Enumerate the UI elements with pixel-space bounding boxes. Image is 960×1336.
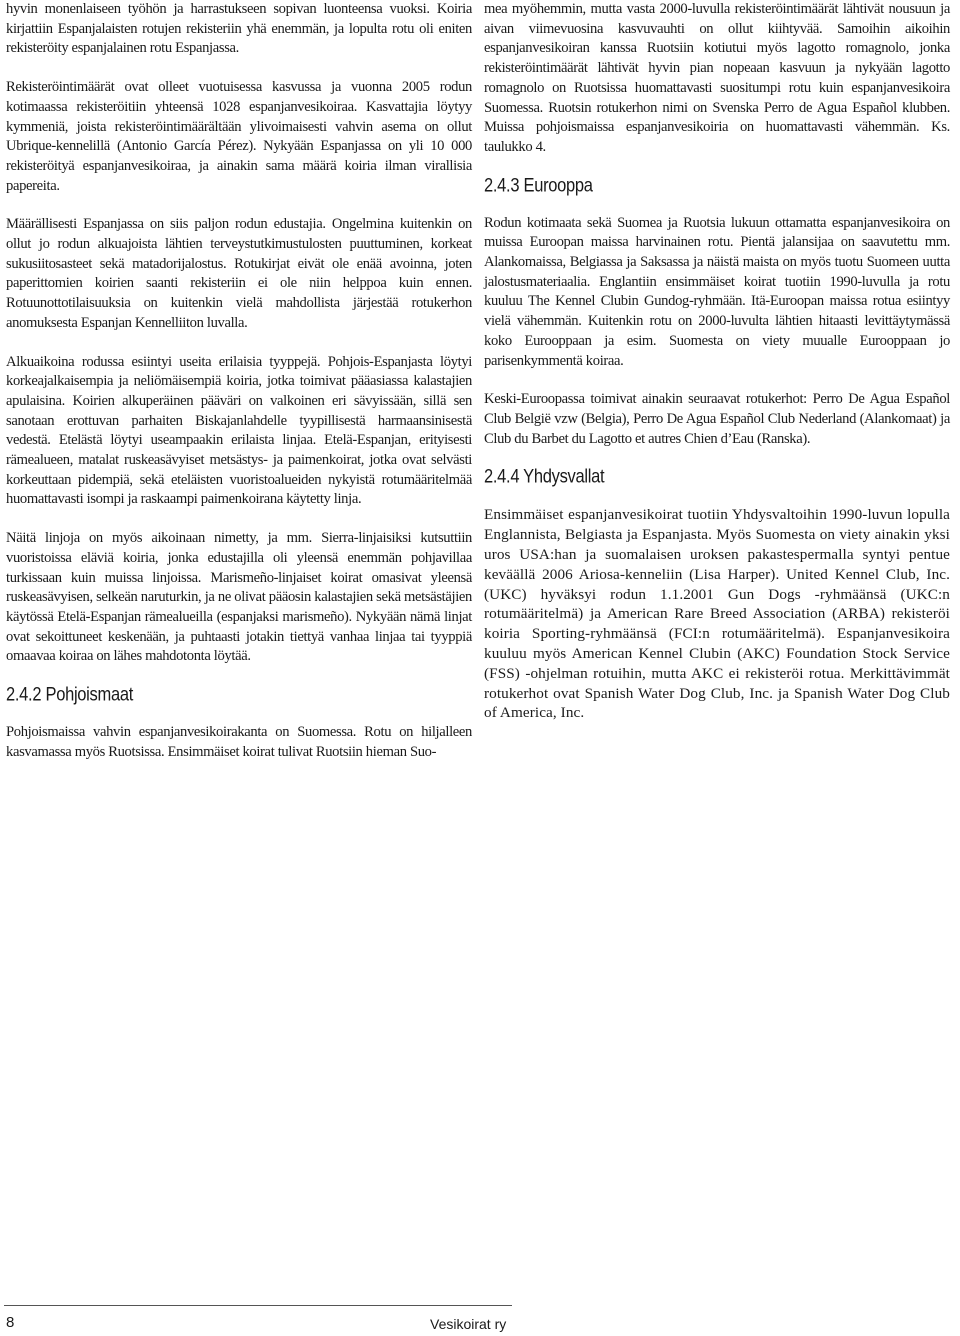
heading-yhdysvallat: 2.4.4 Yhdysvallat — [484, 466, 605, 488]
heading-pohjoismaat: 2.4.2 Pohjoismaat — [6, 684, 133, 706]
paragraph-usa: Ensimmäiset espanjanvesikoirat tuotiin Yhdysvaltoihin 1990-luvun lopulla Englannista, Belgiasta ja Espanjasta. Myös Suomesta on viety ainakin yksi uros USA:han ja suomalaisen uroksen pakastespermalla syntyi pentue keväällä 2006 Ariosa-kenneliin (Lisa Harper). United Kennel Club, Inc. (UKC) hyväksyi rodun 1.1.2001 Gun Dogs -ryhmäänsä (UKC:n rotumääritelmä) ja American Rare Breed Association (ARBA) rekisteröi koiria Sporting-ryhmäänsä (FCI:n rotumääritelmä). Espanjanvesikoira kuuluu myös American Kennel Clubin (AKC) Foundation Stock Service (FSS) -ohjelman rotuihin, mutta AKC ei rekisteröi rotua. Merkittävimmät rotukerhot ovat Spanish Water Dog Club, Inc. ja Spanish Water Dog Club of America, Inc. — [484, 506, 950, 722]
paragraph-early-types: Alkuaikoina rodussa esiintyi useita erilaisia tyyppejä. Pohjois-Espanjasta löytyi korkeajalkaisempia ja neliömäisempiä koiria, jotka toimivat pääasiassa kalastajien apulaisina. Koirien alkuperäinen pääväri on valkoinen eri sävyissään, sillä sen sanotaan erottuvan parhaiten Biskajanlahdelle tyypillisestä harmaansinisestä vedestä. Etelästä löytyi useampaakin erilaista linjaa. Etelä-Espanjan, erityisesti rämealueen, matalat ruskeasävyiset metsästys- ja paimenkoirat, jotka ovat selvästi korkeuttaan pidempiä, sekä eteläisten vuoristoalueiden nykyistä rotumääritelmää huomattavasti isompi ja raskaampi paimenkoirana käytetty linja. — [6, 353, 472, 508]
footer-divider — [4, 1305, 512, 1306]
page-number: 8 — [6, 1314, 15, 1331]
footer-publication: Vesikoirat ry — [430, 1316, 507, 1332]
paragraph-breed-clubs: Keski-Euroopassa toimivat ainakin seuraavat rotukerhot: Perro De Agua Español Club België vzw (Belgia), Perro De Agua Español Club Nederland (Alankomaat) ja Club du Barbet du Lagotto et autres Chien d’Eau (Ranska). — [484, 391, 950, 447]
paragraph-europe: Rodun kotimaata sekä Suomea ja Ruotsia lukuun ottamatta espanjanvesikoira on muissa Euroopan maissa harvinainen rotu. Pientä jalansijaa on saavutettu mm. Alankomaissa, Belgiassa ja Saksassa ja näistä maista on myös tuotu Suomeen uutta jalostusmateriaalia. Englantiin ensimmäiset koirat tuotiin 1990-luvulla ja rotu kuuluu The Kennel Clubin Gundog-ryhmään. Itä-Euroopan maissa rotua esiintyy vielä vähemmän. Kuitenkin rotu on 2000-luvulta lähtien hitaasti levittäytymässä koko Eurooppaan ja esim. Suomesta on viety muualle Eurooppaan jo parisenkymmentä koiraa. — [484, 214, 950, 369]
paragraph-sweden: mea myöhemmin, mutta vasta 2000-luvulla rekisteröintimäärät lähtivät nousuun ja aivan viimevuosina kasvuvauhti on ollut kiihtyvää. Samoihin aikoihin espanjanvesikoiran kanssa Ruotsiin kotiutui myös lagotto romagnolo, jonka rekisteröintimäärät lähtivät hyvin pian nopeaan kasvuun ja nykyään lagotto romagnolo on Ruotsissa huomattavasti suositumpi rotu kuin espanjanvesikoira Suomessa. Ruotsin rotukerhon nimi on Svenska Perro de Agua Español klubben. Muissa pohjoismaissa espanjanvesikoiria on huomattavasti vähemmän. Ks. taulukko 4. — [484, 1, 950, 155]
paragraph-line-names: Näitä linjoja on myös aikoinaan nimetty, ja mm. Sierra-linjaisiksi kutsuttiin vuoristoissa eläviä koiria, jonka edustajilla oli yleensä enemmän pohjavillaa turkissaan kuin muissa linjoissa. Marismeño-linjaiset koirat omasivat yleensä ruskeasävyisen, selkeän naruturkin, ja ne olivat pääosin kalastajien sekä metsästäjien käytössä Etelä-Espanjan rämealueilla (espanjaksi marismeño). Nykyään nämä linjat ovat sekoittuneet keskenään, ja puhtaasti jotakin tiettyä vanhaa linjaa tai tyyppiä omaavaa koiraa on lähes mahdotonta löytää. — [6, 530, 472, 665]
paragraph-registration-counts: Rekisteröintimäärät ovat olleet vuotuisessa kasvussa ja vuonna 2005 rodun kotimaassa rekisteröitiin yhteensä 1028 espanjanvesikoiraa. Kasvattajia löytyy kymmeniä, joista rekisteröintimäärältään ylivoimaisesti vahvin asema on ollut Ubrique-kennelillä (Antonio García Pérez). Nykyään Espanjassa on yli 10 000 rekisteröityä espanjanvesikoiraa, ja ainakin sama määrä koiria ilman virallisia papereita. — [6, 79, 472, 194]
paragraph-registry-history: hyvin monenlaiseen työhön ja harrastukseen sopivan luonteensa vuoksi. Koiria kirjattiin Espanjalaisten rotujen rekisteriin yhä enemmän, ja lopulta rotu oli eniten rekisteröity espanjalainen rotu Espanjassa. — [6, 1, 472, 57]
heading-eurooppa: 2.4.3 Eurooppa — [484, 175, 593, 196]
paragraph-breeding-problems: Määrällisesti Espanjassa on siis paljon rodun edustajia. Ongelmina kuitenkin on ollut jo rodun alkuajoista lähtien terveystutkimustulosten puuttuminen, korkeat sukusiitosasteet sekä matadorijalostus. Rotukirjat eivät ole enää avoinna, joten paperittomien koirien saanti rekisteriin ei ole niin helppoa kuin ennen. Rotuunottotilaisuuksia on kuitenkin vielä mahdollista järjestää rotukerhon anomuksesta Espanjan Kennelliiton luvalla. — [6, 216, 472, 331]
right-column — [484, 0, 950, 742]
left-column — [6, 0, 472, 782]
paragraph-nordics: Pohjoismaissa vahvin espanjanvesikoirakanta on Suomessa. Rotu on hiljalleen kasvamassa myös Ruotsissa. Ensimmäiset koirat tulivat Ruotsiin hieman Suo- — [6, 724, 472, 760]
